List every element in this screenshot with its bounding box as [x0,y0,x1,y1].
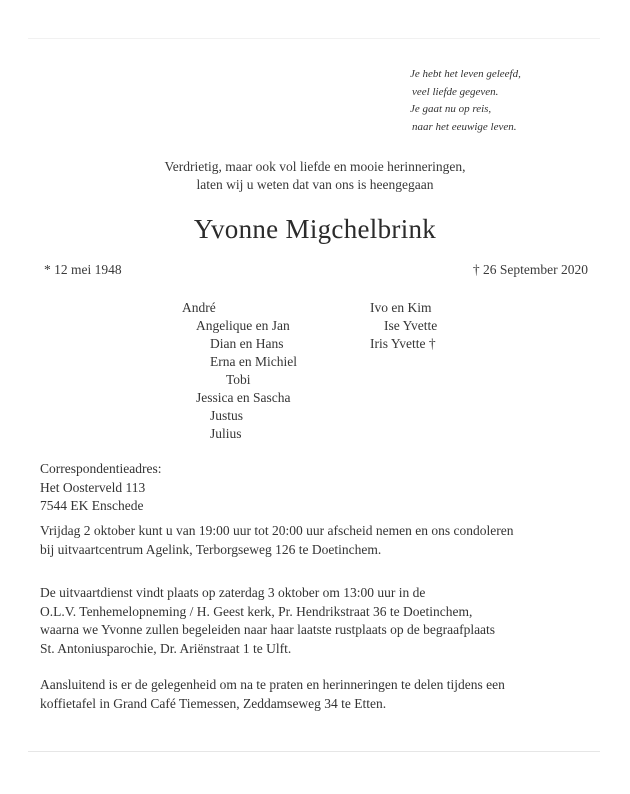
address-line: 7544 EK Enschede [40,498,144,513]
farewell-paragraph [40,522,600,559]
paragraph-line: waarna we Yvonne zullen begeleiden naar haar laatste rustplaats op de begraafplaats [40,622,496,637]
address-line: Correspondentieadres: [40,461,162,476]
service-paragraph [40,584,600,658]
poem-line: naar het eeuwige leven. [412,120,517,133]
birth-date: * 12 mei 1948 [44,262,122,277]
family-member: Dian en Hans [210,336,284,351]
paragraph-line: De uitvaartdienst vindt plaats op zaterdag 3 oktober om 13:00 uur in de [40,585,426,600]
address-line: Het Oosterveld 113 [40,479,146,495]
family-member: Angelique en Jan [196,318,290,333]
correspondence-address [40,460,600,516]
family-member: Erna en Michiel [210,354,297,369]
deceased-name: Yvonne Migchelbrink [193,214,437,244]
poem-line: Je gaat nu op reis, [410,103,492,115]
death-date: † 26 September 2020 [472,262,588,277]
poem-line: veel liefde gegeven. [412,85,499,98]
announcement-intro [0,158,630,194]
paragraph-line: Aansluitend is er de gelegenheid om na te praten en herinneringen te delen tijdens een [40,677,505,692]
afterwards-paragraph [40,676,600,713]
intro-line: Verdrietig, maar ook vol liefde en mooie herinneringen, [164,159,466,174]
paragraph-line: St. Antoniusparochie, Dr. Ariënstraat 1 te Ulft. [40,640,292,656]
paragraph-line: O.L.V. Tenhemelopneming / H. Geest kerk, Pr. Hendrikstraat 36 te Doetinchem, [40,603,473,619]
family-member: Iris Yvette † [370,336,436,351]
intro-line: laten wij u weten dat van ons is heengegaan [196,177,434,192]
family-member: Justus [210,408,244,423]
paragraph-line: Vrijdag 2 oktober kunt u van 19:00 uur tot 20:00 uur afscheid nemen en ons condoleren [40,523,514,538]
paragraph-line: bij uitvaartcentrum Agelink, Terborgseweg 126 te Doetinchem. [40,541,382,557]
family-member: Julius [210,426,242,441]
family-member: Tobi [226,372,251,387]
poem [410,66,521,136]
family-member: Ivo en Kim [370,300,432,315]
paragraph-line: koffietafel in Grand Café Tiemessen, Zeddamseweg 34 te Etten. [40,695,387,711]
family-member: Ise Yvette [384,318,438,333]
poem-line: Je hebt het leven geleefd, [410,68,521,80]
family-member: André [182,300,216,315]
family-member: Jessica en Sascha [196,390,291,405]
